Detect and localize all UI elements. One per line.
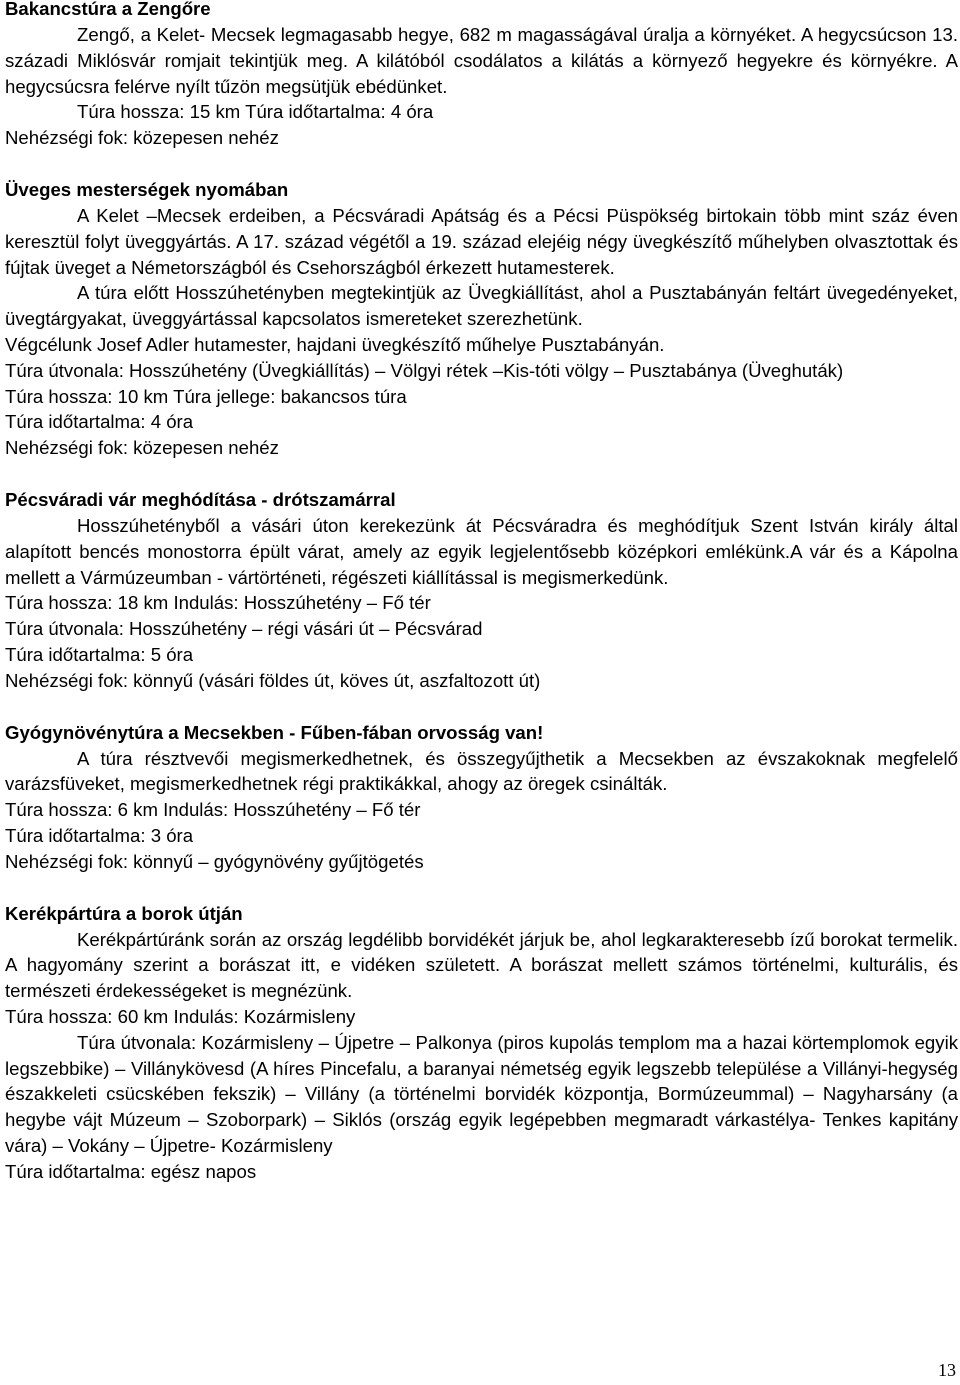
- section-zengo-hike: [5, 0, 958, 151]
- section-herb-tour: [5, 720, 958, 875]
- paragraph: Túra hossza: 18 km Indulás: Hosszúhetény – Fő tér: [5, 592, 431, 614]
- section-title: Pécsváradi vár meghódítása - drótszamárral: [5, 488, 396, 510]
- paragraph: A Kelet –Mecsek erdeiben, a Pécsváradi Apátság és a Pécsi Püspökség birtokain több mint száz éven keresztül folyt üveggyártás. A 17. század végétől a 19. század elejéig négy üvegkészítő műhelyben olvasztottak és fújtak üveget a Németországból és Csehországból érkezett hutamesterek.: [5, 204, 958, 278]
- paragraph: Túra időtartalma: 4 óra: [5, 411, 194, 433]
- paragraph: Túra útvonala: Hosszúhetény – régi vásári út – Pécsvárad: [5, 618, 483, 640]
- section-pecsvarad-castle: [5, 487, 958, 694]
- section-title: Üveges mesterségek nyomában: [5, 178, 289, 200]
- paragraph: Túra hossza: 10 km Túra jellege: bakancsos túra: [5, 385, 407, 407]
- paragraph: Túra útvonala: Hosszúhetény (Üvegkiállítás) – Völgyi rétek –Kis-tóti völgy – Pusztabánya (Üveghuták): [5, 359, 844, 381]
- paragraph: Hosszúhetényből a vásári úton kerekezünk át Pécsváradra és meghódítjuk Szent István király által alapított bencés monostorra épült várat, amely az egyik legjelentősebb középkori emlékünk.A vár és a Kápolna mellett a Vármúzeumban - vártörténeti, régészeti kiállítással is megismerkedünk.: [5, 514, 958, 588]
- paragraph: Végcélunk Josef Adler hutamester, hajdani üvegkészítő műhelye Pusztabányán.: [5, 333, 665, 355]
- paragraph: Túra időtartalma: 3 óra: [5, 824, 194, 846]
- paragraph: Kerékpártúránk során az ország legdélibb borvidékét járjuk be, ahol legkarakteresebb ízű borokat termelik. A hagyomány szerint a borászat itt, e vidéken született. A borászat mellett számos történelmi, kulturális, és természeti érdekességeket is megnézünk.: [5, 928, 958, 1002]
- paragraph: Nehézségi fok: közepesen nehéz: [5, 437, 279, 459]
- paragraph: A túra résztvevői megismerkedhetnek, és összegyűjthetik a Mecsekben az évszakoknak megfelelő varázsfüveket, megismerkedhetnek régi praktikákkal, ahogy az öregek csinálták.: [5, 747, 958, 795]
- section-title: Gyógynövénytúra a Mecsekben - Fűben-fában orvosság van!: [5, 721, 544, 743]
- page-number: 13: [938, 1360, 956, 1380]
- section-title: Kerékpártúra a borok útján: [5, 902, 243, 924]
- paragraph: Nehézségi fok: közepesen nehéz: [5, 127, 279, 149]
- section-title: Bakancstúra a Zengőre: [5, 0, 211, 19]
- paragraph: Nehézségi fok: könnyű – gyógynövény gyűjtögetés: [5, 850, 424, 872]
- document-page: [5, 0, 958, 1184]
- section-wine-bike-tour: [5, 901, 958, 1185]
- paragraph: Túra útvonala: Kozármisleny – Újpetre – Palkonya (piros kupolás templom ma a hazai körtemplomok egyik legszebbike) – Villánykövesd (A híres Pincefalu, a baranyai németség egyik legszebb települése a Villányi-hegység északkeleti csücskében fekszik) – Villány (a történelmi borvidék központja, Bormúzeummal) – Nagyharsány (a hegybe vájt Múzeum – Szoborpark) – Siklós (ország egyik legépebben megmaradt várkastélya- Tenkes kapitány vára) – Vokány – Újpetre- Kozármisleny: [5, 1031, 958, 1156]
- paragraph: Nehézségi fok: könnyű (vásári földes út, köves út, aszfaltozott út): [5, 669, 541, 691]
- section-glass-crafts: [5, 177, 958, 461]
- paragraph: Zengő, a Kelet- Mecsek legmagasabb hegye, 682 m magasságával úralja a környéket. A hegycsúcson 13. századi Miklósvár romjait tekintjük meg. A kilátóból csodálatos a kilátás a környező hegyekre és környékre. A hegycsúcsra felérve nyílt tűzön megsütjük ebédünket.: [5, 24, 958, 97]
- paragraph: Túra időtartalma: egész napos: [5, 1160, 257, 1182]
- paragraph: Túra hossza: 15 km Túra időtartalma: 4 óra: [77, 101, 434, 123]
- paragraph: A túra előtt Hosszúhetényben megtekintjük az Üvegkiállítást, ahol a Pusztabányán feltárt üvegedényeket, üvegtárgyakat, üveggyártással kapcsolatos ismereteket szerezhetünk.: [5, 282, 958, 330]
- paragraph: Túra hossza: 6 km Indulás: Hosszúhetény – Fő tér: [5, 799, 421, 821]
- paragraph: Túra hossza: 60 km Indulás: Kozármisleny: [5, 1005, 356, 1027]
- paragraph: Túra időtartalma: 5 óra: [5, 643, 194, 665]
